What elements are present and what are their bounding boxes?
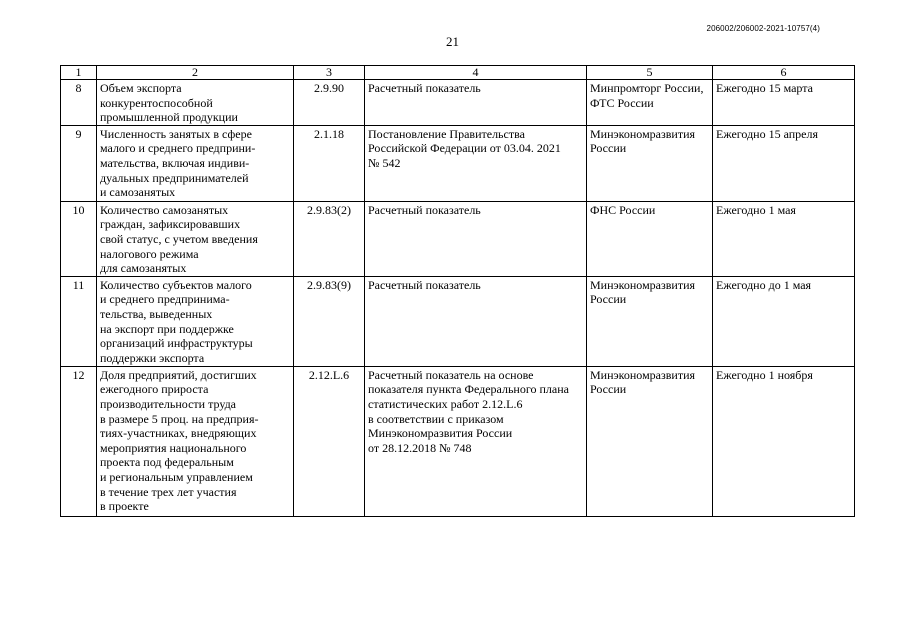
table-row [61, 201, 855, 276]
reporting-period: Ежегодно 1 мая [713, 201, 855, 276]
calculation-method: Расчетный показатель [365, 276, 587, 366]
calculation-method: Постановление Правительства Российской Федерации от 03.04. 2021 № 542 [365, 125, 587, 201]
column-number-row [61, 66, 855, 80]
row-number: 8 [61, 80, 97, 126]
page-number: 21 [446, 34, 459, 49]
table-row [61, 80, 855, 126]
indicator-code: 2.1.18 [294, 125, 365, 201]
reporting-period: Ежегодно до 1 мая [713, 276, 855, 366]
document-id: 206002/206002-2021-10757(4) [706, 24, 820, 33]
row-number: 10 [61, 201, 97, 276]
row-number: 12 [61, 366, 97, 516]
indicator-code: 2.12.L.6 [294, 366, 365, 516]
indicators-table [60, 65, 855, 517]
column-number: 4 [365, 66, 587, 80]
reporting-period: Ежегодно 15 марта [713, 80, 855, 126]
row-number: 11 [61, 276, 97, 366]
responsible-agency: Минэкономразвития России [587, 366, 713, 516]
column-number: 2 [97, 66, 294, 80]
responsible-agency: Минпромторг России, ФТС России [587, 80, 713, 126]
column-number: 1 [61, 66, 97, 80]
column-number: 6 [713, 66, 855, 80]
indicator-name: Количество субъектов малого и среднего предпринима- тельства, выведенных на экспорт при поддержке организаций инфраструктуры поддержки экспорта [97, 276, 294, 366]
row-number: 9 [61, 125, 97, 201]
reporting-period: Ежегодно 15 апреля [713, 125, 855, 201]
calculation-method: Расчетный показатель [365, 201, 587, 276]
table-row [61, 276, 855, 366]
responsible-agency: ФНС России [587, 201, 713, 276]
indicator-code: 2.9.83(2) [294, 201, 365, 276]
column-number: 3 [294, 66, 365, 80]
table-row [61, 366, 855, 516]
table-row [61, 125, 855, 201]
reporting-period: Ежегодно 1 ноября [713, 366, 855, 516]
indicator-code: 2.9.90 [294, 80, 365, 126]
indicator-name: Объем экспорта конкурентоспособной промышленной продукции [97, 80, 294, 126]
indicator-name: Численность занятых в сфере малого и среднего предприни- мательства, включая индиви- дуальных предпринимателей и самозанятых [97, 125, 294, 201]
calculation-method: Расчетный показатель на основе показателя пункта Федерального плана статистических работ 2.12.L.6 в соответствии с приказом Минэкономразвития России от 28.12.2018 № 748 [365, 366, 587, 516]
indicator-name: Количество самозанятых граждан, зафиксировавших свой статус, с учетом введения налогового режима для самозанятых [97, 201, 294, 276]
column-number: 5 [587, 66, 713, 80]
responsible-agency: Минэкономразвития России [587, 276, 713, 366]
responsible-agency: Минэкономразвития России [587, 125, 713, 201]
indicator-name: Доля предприятий, достигших ежегодного прироста производительности труда в размере 5 проц. на предприя- тиях-участниках, внедряющих мероприятия национального проекта под федеральным и региональным управлением в течение трех лет участия в проекте [97, 366, 294, 516]
indicator-code: 2.9.83(9) [294, 276, 365, 366]
calculation-method: Расчетный показатель [365, 80, 587, 126]
